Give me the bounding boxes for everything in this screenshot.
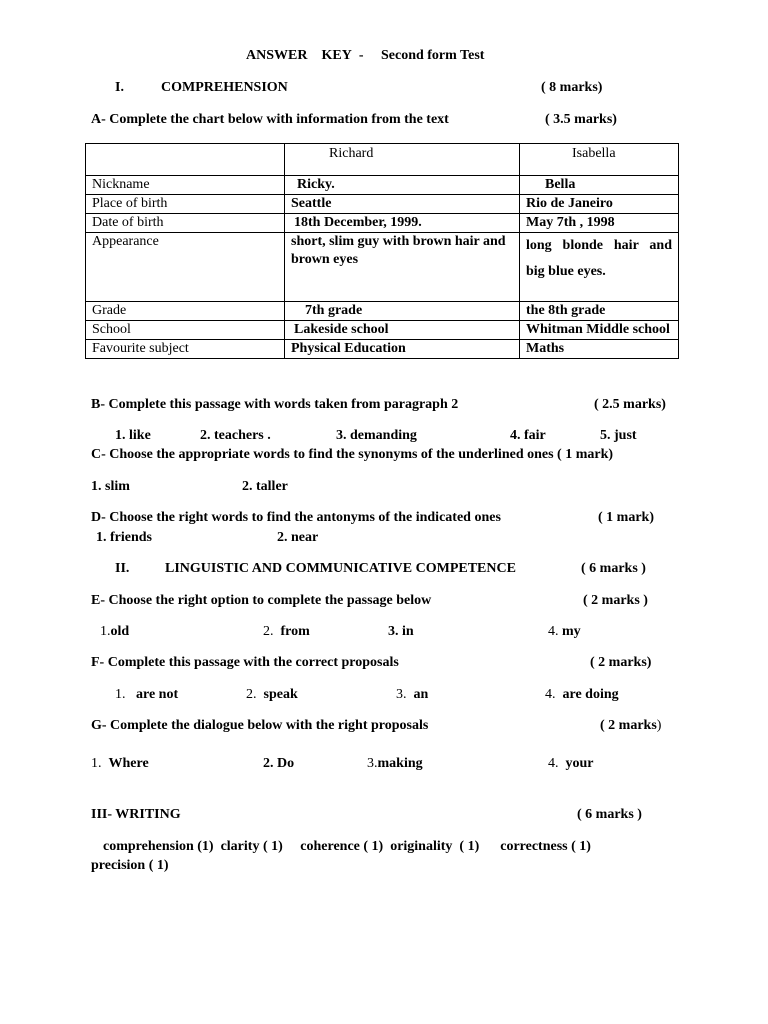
row-label: Nickname — [86, 176, 285, 195]
answer-word: are doing — [562, 687, 619, 702]
answer-number: 3. — [396, 687, 407, 702]
doc-title — [246, 48, 484, 64]
row-label: Appearance — [86, 233, 285, 302]
section2-marks: ( 6 marks ) — [581, 561, 646, 576]
isabella-cell: Maths — [520, 340, 679, 359]
row-label: Favourite subject — [86, 340, 285, 359]
answer-number: 3. — [367, 756, 378, 771]
partE-answer-3: 3. in — [388, 624, 414, 639]
partG-answer-1 — [91, 756, 149, 772]
table-row — [86, 233, 679, 302]
partB-answer-1: 1. like — [115, 428, 151, 443]
partD-instruction: D- Choose the right words to find the antonyms of the indicated ones — [91, 510, 501, 525]
character-chart — [85, 143, 679, 359]
title-answer: ANSWER — [246, 48, 308, 63]
answer-word: making — [377, 756, 423, 771]
writing-criteria-line2: precision ( 1) — [91, 858, 169, 873]
partB-answer-5: 5. just — [600, 428, 637, 443]
answer-number: 4. — [548, 624, 559, 639]
title-dash: - — [358, 48, 364, 63]
partG-marks: ( 2 marks) — [600, 718, 662, 733]
partG-answer-3 — [367, 756, 423, 772]
isabella-cell: Whitman Middle school — [520, 321, 679, 340]
isabella-cell: the 8th grade — [520, 302, 679, 321]
partB-marks: ( 2.5 marks) — [594, 397, 666, 412]
answer-number: 2. — [263, 624, 274, 639]
richard-cell: Seattle — [285, 195, 520, 214]
richard-cell: short, slim guy with brown hair and brown eyes — [285, 233, 520, 302]
isabella-cell: May 7th , 1998 — [520, 214, 679, 233]
partC-answer-2: 2. taller — [242, 479, 288, 494]
partE-answer-1 — [100, 624, 129, 640]
partG-answer-2: 2. Do — [263, 756, 295, 771]
section3-marks: ( 6 marks ) — [577, 807, 642, 822]
partC-instruction: C- Choose the appropriate words to find the synonyms of the underlined ones ( 1 mark) — [91, 447, 614, 462]
answer-word: old — [110, 624, 130, 639]
partE-marks: ( 2 marks ) — [583, 593, 648, 608]
table-header-cell: Isabella — [520, 144, 679, 176]
section3-title: III- WRITING — [91, 807, 181, 822]
partA-marks: ( 3.5 marks) — [545, 112, 617, 127]
isabella-cell: Rio de Janeiro — [520, 195, 679, 214]
isabella-cell: long blonde hair and big blue eyes. — [520, 233, 679, 302]
partF-answer-4 — [545, 687, 619, 703]
partC-answer-1: 1. slim — [91, 479, 130, 494]
partG-marks-text: ( 2 marks — [600, 718, 657, 733]
table-row — [86, 321, 679, 340]
answer-number: 1. — [115, 687, 126, 702]
answer-word: my — [562, 624, 581, 639]
row-label: School — [86, 321, 285, 340]
answer-number: 4. — [545, 687, 556, 702]
partG-answer-4 — [548, 756, 594, 772]
partE-answer-4 — [548, 624, 581, 640]
partF-instruction: F- Complete this passage with the correct proposals — [91, 655, 399, 670]
partD-answer-2: 2. near — [277, 530, 319, 545]
table-header-row — [86, 144, 679, 176]
richard-cell: 18th December, 1999. — [285, 214, 520, 233]
section2-number: II. — [115, 561, 130, 576]
partE-instruction: E- Choose the right option to complete the passage below — [91, 593, 432, 608]
answer-number: 1. — [91, 756, 102, 771]
richard-cell: Ricky. — [285, 176, 520, 195]
answer-word: an — [413, 687, 429, 702]
row-label: Date of birth — [86, 214, 285, 233]
answer-number: 2. — [246, 687, 257, 702]
row-label: Grade — [86, 302, 285, 321]
partF-answer-3 — [396, 687, 428, 703]
answer-word: your — [565, 756, 594, 771]
table-row — [86, 214, 679, 233]
isabella-cell: Bella — [520, 176, 679, 195]
partB-answer-2: 2. teachers . — [200, 428, 271, 443]
table-header-cell: Richard — [285, 144, 520, 176]
partG-instruction: G- Complete the dialogue below with the right proposals — [91, 718, 429, 733]
partB-answer-3: 3. demanding — [336, 428, 417, 443]
richard-cell: Physical Education — [285, 340, 520, 359]
partB-instruction: B- Complete this passage with words taken from paragraph 2 — [91, 397, 459, 412]
table-row — [86, 302, 679, 321]
table-header-cell — [86, 144, 285, 176]
answer-word: from — [280, 624, 310, 639]
section1-title: COMPREHENSION — [161, 80, 288, 95]
answer-word: Where — [108, 756, 149, 771]
table-row — [86, 195, 679, 214]
answer-number: 4. — [548, 756, 559, 771]
section1-number: I. — [115, 80, 124, 95]
partF-answer-1 — [115, 687, 178, 703]
section1-marks: ( 8 marks) — [541, 80, 603, 95]
richard-cell: 7th grade — [285, 302, 520, 321]
writing-criteria-line1: comprehension (1) clarity ( 1) coherence ( 1) originality ( 1) correctness ( 1) — [103, 839, 591, 854]
richard-cell: Lakeside school — [285, 321, 520, 340]
partA-instruction: A- Complete the chart below with information from the text — [91, 112, 449, 127]
partF-marks: ( 2 marks) — [590, 655, 652, 670]
answer-word: are not — [136, 687, 179, 702]
partE-answer-2 — [263, 624, 310, 640]
partD-answer-1: 1. friends — [96, 530, 152, 545]
table-row — [86, 340, 679, 359]
title-subtitle: Second form Test — [380, 48, 485, 63]
table-row — [86, 176, 679, 195]
answer-word: speak — [263, 687, 298, 702]
answer-number: 1. — [100, 624, 111, 639]
section2-title: LINGUISTIC AND COMMUNICATIVE COMPETENCE — [165, 561, 516, 576]
partD-marks: ( 1 mark) — [598, 510, 654, 525]
partB-answer-4: 4. fair — [510, 428, 546, 443]
row-label: Place of birth — [86, 195, 285, 214]
title-key: KEY — [321, 48, 352, 63]
partF-answer-2 — [246, 687, 298, 703]
